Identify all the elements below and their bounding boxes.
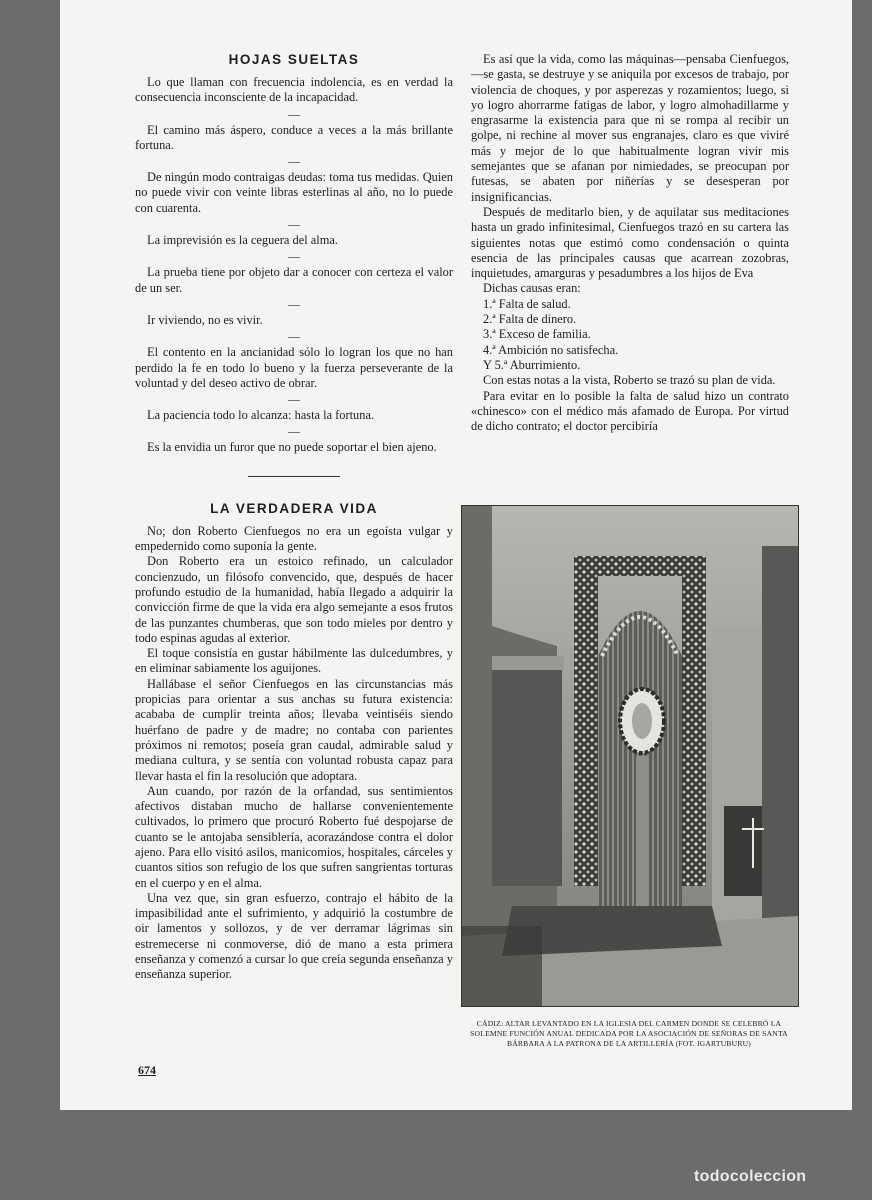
- section-title-hojas-sueltas: HOJAS SUELTAS: [228, 52, 360, 67]
- maxim: El camino más áspero, conduce a veces a la más brillante fortuna.: [135, 122, 453, 152]
- separator-dash: —: [288, 424, 300, 439]
- separator-dash: —: [288, 249, 300, 264]
- cause-item: Y 5.ª Aburrimiento.: [483, 357, 581, 372]
- article-paragraph: Dichas causas eran:: [483, 281, 581, 296]
- cause-item: 1.ª Falta de salud.: [483, 296, 571, 311]
- separator-dash: —: [288, 217, 300, 232]
- separator-dash: —: [288, 154, 300, 169]
- maxim: La paciencia todo lo alcanza: hasta la fortuna.: [147, 408, 375, 423]
- article-paragraph: Después de meditarlo bien, y de aquilatar sus meditaciones hasta un grado infinitesimal, Cienfuegos trazó en su cartera las siguientes notas que estimó como condensación o quinta esencia de las principales causas que acarrean zozobras, inquietudes, amarguras y pesadumbres a los hijos de Eva: [471, 204, 789, 281]
- article-paragraph: No; don Roberto Cienfuegos no era un egoísta vulgar y empedernido como suponía la gente.: [135, 523, 453, 554]
- article-paragraph: El toque consistía en gustar hábilmente las dulcedumbres, y en eliminar sabiamente los aguijones.: [135, 646, 453, 676]
- article-paragraph: Para evitar en lo posible la falta de salud hizo un contrato «chinesco» con el médico más afamado de Europa. Por virtud de dicho contrato; el doctor percibiría: [471, 388, 789, 434]
- article-paragraph: Don Roberto era un estoico refinado, un calculador concienzudo, un filósofo convencido, que, después de hacer profundo estudio de la humanidad, había llegado a adquirir la convicción firme de que la vida era algo semejante a esos frutos de las punzantes chumberas, que son todo mieles por dentro y todo espinas agudas al exterior.: [135, 554, 453, 645]
- cause-item: 3.ª Exceso de familia.: [483, 327, 591, 342]
- altar-photograph: [461, 505, 799, 1007]
- article-paragraph: Aun cuando, por razón de la orfandad, sus sentimientos afectivos distaban mucho de hallarse convenientemente cultivados, lo primero que procuró Roberto fué despojarse de cuanto se le antojaba sensiblería, acorazándose contra el dolor ajeno. Para ello visitó asilos, manicomios, hospitales, cárceles y cuantos sitios son refugio de los que sufren sangrientas torturas en el cuerpo y en el alma.: [135, 783, 453, 890]
- cause-item: 4.ª Ambición no satisfecha.: [483, 342, 619, 357]
- article-paragraph: Una vez que, sin gran esfuerzo, contrajo el hábito de la impasibilidad ante el sufrimiento, y adquirió la costumbre de oir lamentos y sollozos, y de ver derramar lágrimas sin estremecerse ni conmoverse, dió de mano a esta primera enseñanza y comenzó a cursar lo que creía segunda enseñanza y enseñanza superior.: [135, 890, 453, 982]
- maxim: Ir viviendo, no es vivir.: [147, 312, 263, 327]
- article-paragraph: Hallábase el señor Cienfuegos en las circunstancias más propicias para orientar a sus anchas su futura existencia: acababa de cumplir treinta años; llevaba veintiséis siendo huérfano de padre y de madre; no contaba con parientes próximos ni remotos; poseía gran caudal, admirable salud y mediana cultura, y se sentía con voluntad robusta capaz para llevar hasta el fin la resolución que adoptara.: [135, 676, 453, 783]
- separator-dash: —: [288, 392, 300, 407]
- section-title-la-verdadera-vida: LA VERDADERA VIDA: [210, 500, 378, 516]
- photo-caption: CÁDIZ: ALTAR LEVANTADO EN LA IGLESIA DEL CARMEN DONDE SE CELEBRÓ LA SOLEMNE FUNCIÓN ANUAL DEDICADA POR LA ASOCIACIÓN DE SEÑORAS DE SANTA BÁRBARA A LA PATRONA DE LA ARTILLERÍA (FOT. IGARTUBURU): [470, 1019, 788, 1048]
- section-divider: [248, 476, 340, 477]
- separator-dash: —: [288, 329, 300, 344]
- article-paragraph: Es así que la vida, como las máquinas—pensaba Cienfuegos,—se gasta, se destruye y se aniquila por excesos de trabajo, por violencia de choques, y por asperezas y rozamientos; luego, si yo logro ahorrarme fatigas de labor, y logro almohadillarme y engrasarme la existencia para que ni se rompa al recibir un golpe, ni rechine al mover sus engranajes, claro es que viviré más y mejor de lo que habitualmente logran vivir mis semejantes que se afanan por nimiedades, se preocupan por futesas, se abaten por niñerías y se desesperan por insignificancias.: [471, 52, 789, 204]
- right-column: [471, 52, 789, 434]
- left-column: [135, 52, 453, 983]
- maxim: La imprevisión es la ceguera del alma.: [147, 233, 338, 248]
- maxim: La prueba tiene por objeto dar a conocer con certeza el valor de un ser.: [135, 265, 453, 295]
- cause-item: 2.ª Falta de dinero.: [483, 312, 577, 327]
- maxim: El contento en la ancianidad sólo lo logran los que no han perdido la fe en todo lo bueno y la fuerza perseverante de la voluntad y del deseo activo de obrar.: [135, 345, 453, 390]
- maxim: Lo que llaman con frecuencia indolencia, es en verdad la consecuencia inconsciente de la incapacidad.: [135, 75, 453, 105]
- altar-photo-illustration: [462, 506, 798, 1006]
- maxim: De ningún modo contraigas deudas: toma tus medidas. Quien no puede vivir con veinte libras esterlinas al año, no lo puede con cuarenta.: [135, 170, 453, 215]
- article-paragraph: Con estas notas a la vista, Roberto se trazó su plan de vida.: [483, 373, 776, 388]
- separator-dash: —: [288, 106, 300, 121]
- maxim: Es la envidia un furor que no puede soportar el bien ajeno.: [147, 440, 437, 455]
- page-number: 674: [138, 1063, 156, 1077]
- watermark-logo: todocoleccion: [694, 1168, 807, 1185]
- separator-dash: —: [288, 296, 300, 311]
